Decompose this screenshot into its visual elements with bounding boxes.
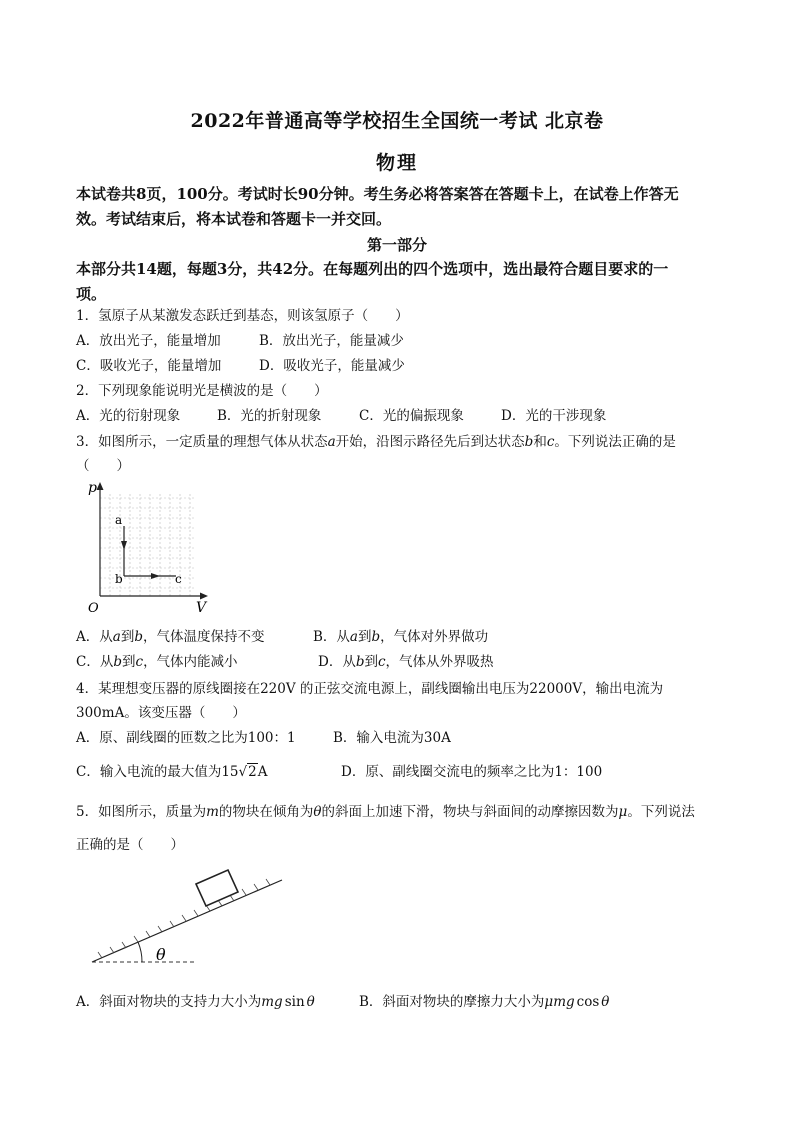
q2-stem: 2．下列现象能说明光是横波的是（ ） — [76, 383, 328, 399]
q1-option-a: A．放出光子，能量增加 — [76, 333, 221, 349]
part-title: 第一部分 — [366, 236, 427, 254]
q1-option-c: C．吸收光子，能量增加 — [76, 358, 222, 374]
block — [196, 870, 238, 906]
q2-option-d: D．光的干涉现象 — [501, 408, 607, 424]
intro-line-2: 效。考试结束后，将本试卷和答题卡一并交回。 — [76, 210, 392, 228]
point-c-label: c — [175, 572, 182, 586]
y-axis-label: p — [88, 480, 97, 496]
q4-stem-1: 4．某理想变压器的原线圈接在220V 的正弦交流电源上，副线圈输出电压为22000V，输出电流为 — [76, 681, 664, 697]
y-axis-arrow — [97, 482, 104, 490]
sqrt-symbol: √2 — [238, 764, 257, 780]
q3-stem: 3．如图所示，一定质量的理想气体从状态a开始，沿图示路径先后到达状态b和c。下列说法正确的是 — [76, 434, 676, 450]
q4-stem-2: 300mA。该变压器（ ） — [76, 705, 246, 721]
q1-stem: 1．氢原子从某激发态跃迁到基态，则该氢原子（ ） — [76, 308, 409, 324]
intro-line-1: 本试卷共8页，100分。考试时长90分钟。考生务必将答案答在答题卡上，在试卷上作答无 — [76, 185, 679, 203]
q5-option-a: A．斜面对物块的支持力大小为mg sin θ — [76, 994, 315, 1010]
q4-option-d: D．原、副线圈交流电的频率之比为1：100 — [341, 764, 603, 780]
angle-arc — [138, 942, 142, 962]
incline-diagram — [86, 868, 286, 970]
origin-label: O — [88, 601, 99, 616]
q5-stem-1: 5．如图所示，质量为m的物块在倾角为θ的斜面上加速下滑，物块与斜面间的动摩擦因数为μ。下列说法 — [76, 804, 695, 820]
q2-option-a: A．光的衍射现象 — [76, 408, 181, 424]
q3-option-d: D．从b到c，气体从外界吸热 — [318, 654, 494, 670]
q5-stem-2: 正确的是（ ） — [76, 837, 184, 853]
q3-option-b: B．从a到b，气体对外界做功 — [313, 629, 489, 645]
pv-graph — [84, 478, 214, 618]
q2-option-b: B．光的折射现象 — [217, 408, 322, 424]
q1-option-b: B．放出光子，能量减少 — [259, 333, 404, 349]
point-a-label: a — [115, 513, 123, 527]
exam-title: 2022年普通高等学校招生全国统一考试 北京卷 — [190, 110, 604, 132]
angle-label: θ — [156, 945, 166, 964]
q5-option-b: B．斜面对物块的摩擦力大小为μmg cos θ — [359, 994, 610, 1010]
q3-option-c: C．从b到c，气体内能减小 — [76, 654, 238, 670]
x-axis-label: V — [196, 600, 207, 616]
incline-surface — [92, 880, 282, 962]
part-desc-1: 本部分共14题，每题3分，共42分。在每题列出的四个选项中，选出最符合题目要求的一 — [76, 260, 669, 278]
part-desc-2: 项。 — [76, 285, 107, 303]
subject-title: 物理 — [375, 152, 418, 174]
q3-option-a: A．从a到b，气体温度保持不变 — [76, 629, 265, 645]
incline-hatching — [98, 879, 270, 958]
point-b-label: b — [115, 572, 123, 586]
q3-stem-line-2: （ ） — [76, 458, 130, 474]
q1-option-d: D．吸收光子，能量减少 — [259, 358, 405, 374]
q2-option-c: C．光的偏振现象 — [359, 408, 464, 424]
x-axis-arrow — [200, 593, 208, 600]
q4-option-c: C．输入电流的最大值为15√2A — [76, 764, 268, 780]
q4-option-b: B．输入电流为30A — [333, 730, 451, 746]
q4-option-a: A．原、副线圈的匝数之比为100：1 — [76, 730, 296, 746]
